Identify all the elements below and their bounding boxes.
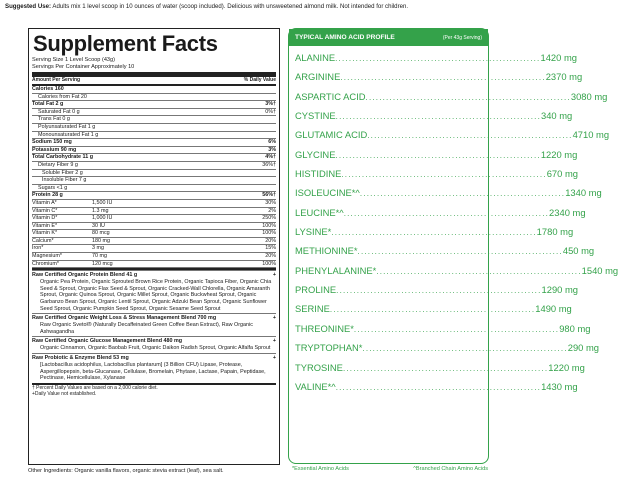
servings-per-container: Servings Per Container Approximately 10 (32, 64, 135, 70)
amino-acid-serving: (Per 43g Serving) (442, 34, 482, 41)
nutrient-row (32, 124, 276, 132)
nutrient-label: Trans Fat 0 g (38, 116, 70, 123)
vitamin-row (32, 208, 276, 216)
leader-dots: ............................................................ (331, 228, 537, 238)
blend-title: Raw Probiotic & Enzyme Blend 53 mg (32, 355, 129, 361)
vitamin-row (32, 215, 276, 223)
nutrient-label: Potassium 90 mg (32, 146, 77, 153)
nutrient-row (32, 170, 276, 178)
amino-acid-row (295, 87, 608, 106)
amino-acid-name: PROLINE (295, 284, 337, 296)
amino-acid-header (289, 29, 488, 46)
blend-ingredients: Organic Cinnamon, Organic Baobab Fruit, Organic Daikon Radish Sprout, Organic Alfalfa Sprout (40, 345, 271, 352)
amino-acid-value: 1430 mg (541, 380, 578, 392)
nutrient-label: Saturated Fat 0 g (38, 108, 80, 115)
nutrient-daily-value: 3%† (265, 101, 276, 108)
amino-acid-name: GLUTAMIC ACID (295, 129, 368, 141)
amino-acid-name: ALANINE (295, 52, 336, 63)
vitamin-name: Iron* (32, 245, 44, 252)
amino-acid-value: 1290 mg (541, 284, 579, 296)
vitamin-row (32, 223, 276, 231)
vitamin-name: Magnesium* (32, 253, 62, 260)
vitamin-daily-value: 15% (265, 245, 276, 252)
amino-acid-name: CYSTINE (295, 110, 336, 122)
nutrient-label: Soluble Fiber 2 g (42, 169, 83, 176)
nutrient-row (32, 94, 276, 102)
amino-acid-row (295, 319, 591, 338)
amino-acid-name: TYROSINE (295, 361, 343, 373)
amino-acid-row (295, 358, 585, 377)
blend-title-row (32, 337, 276, 345)
vitamin-name: Calcium* (32, 237, 54, 244)
leader-dots: ............................................................ (343, 208, 550, 218)
amino-acid-profile-panel (288, 28, 618, 464)
blend-title-row (32, 271, 276, 279)
nutrient-daily-value: 36%† (262, 161, 276, 168)
vitamin-row (32, 261, 276, 269)
vitamin-amount: 180 mg (92, 237, 110, 244)
nutrient-row (32, 185, 276, 193)
amino-acid-value: 1220 mg (540, 148, 578, 160)
amino-acid-value: 1220 mg (548, 361, 585, 373)
vitamin-rows (32, 200, 276, 268)
amino-acid-name: THREONINE* (295, 322, 354, 334)
leader-dots: ............................................................ (365, 92, 571, 102)
blend-title: Raw Certified Organic Glucose Management Blend 480 mg (32, 338, 183, 345)
leader-dots: ............................................................ (362, 344, 568, 354)
vitamin-name: Vitamin D* (32, 215, 58, 222)
nutrient-row (32, 139, 276, 147)
amino-acid-row (295, 67, 583, 86)
blend-section (32, 336, 276, 353)
leader-dots: ............................................................ (335, 150, 541, 160)
vitamin-amount: 30 IU (92, 222, 105, 229)
nutrient-row (32, 86, 276, 94)
leader-dots: ............................................................ (335, 54, 541, 63)
vitamin-row (32, 200, 276, 208)
nutrient-row (32, 101, 276, 109)
blend-mark: + (272, 355, 276, 361)
blend-mark: + (272, 272, 276, 279)
amino-acid-name: ARGININE (295, 71, 341, 83)
daily-value-label: % Daily Value (243, 77, 276, 83)
nutrient-label: Insoluble Fiber 7 g (42, 177, 87, 184)
amino-acid-name: PHENYLALANINE* (295, 264, 377, 276)
amino-acid-name: VALINE*^ (295, 380, 336, 392)
blend-section (32, 270, 276, 313)
blend-title: Raw Certified Organic Weight Loss & Stress Management Blend 700 mg (32, 315, 217, 322)
essential-amino-note: *Essential Amino Acids (292, 466, 349, 472)
leader-dots: ............................................................ (357, 247, 563, 257)
vitamin-daily-value: 100% (262, 260, 276, 267)
facts-header (32, 77, 276, 84)
amino-acid-row (295, 106, 573, 125)
nutrient-label: Monounsaturated Fat 1 g (38, 131, 99, 138)
amino-acid-name: ASPARTIC ACID (295, 90, 366, 102)
leader-dots: ............................................................ (340, 73, 546, 83)
nutrient-label: Total Fat 2 g (32, 101, 64, 108)
amino-acid-row (295, 164, 578, 183)
other-ingredients: Other Ingredients: Organic vanilla flavors, organic stevia extract (leaf), sea salt. (28, 468, 224, 474)
suggested-use-text: Adults mix 1 level scoop in 10 ounces of water (scoop included). Delicious with unsweetened almond milk. Not intended for children. (52, 3, 409, 10)
amino-acid-value: 1780 mg (536, 226, 574, 238)
nutrient-daily-value: 0%† (265, 108, 276, 115)
nutrient-row (32, 154, 276, 162)
leader-dots: ............................................................ (336, 286, 542, 296)
amino-acid-footnotes (292, 466, 488, 472)
vitamin-row (32, 253, 276, 261)
amino-acid-row (295, 299, 572, 318)
amino-acid-row (295, 48, 577, 67)
nutrient-label: Total Carbohydrate 11 g (32, 154, 94, 161)
amino-acid-row (295, 183, 602, 202)
supplement-facts-title: Supplement Facts (33, 31, 218, 56)
blend-rows (32, 270, 276, 383)
amino-acid-value: 980 mg (559, 322, 591, 334)
amino-acid-value: 290 mg (567, 342, 600, 354)
nutrient-label: Protein 28 g (32, 192, 63, 199)
nutrient-rows (32, 86, 276, 200)
amino-acid-row (295, 145, 578, 164)
blend-ingredients: Organic Pea Protein, Organic Sprouted Brown Rice Protein, Organic Tapioca Fiber, Organic Chia Seed & Sprout, Organic Flax Seed & Sprout, Organic Cracked-Wall Chlorella, Organic Amaranth Sprout, Organic Quinoa Sprout, Organic Millet Sprout, Organic Buckwheat Sprout, Organic Garbanzo Bean Sprout, Organic Lentil Sprout, Organic Adzuki Bean Sprout, Organic Sunflower Seed Sprout, Organic Pumpkin Seed Sprout, Organic Sesame Seed Sprout (40, 279, 272, 312)
nutrient-label: Calories 160 (32, 86, 64, 92)
suggested-use (5, 3, 495, 11)
nutrient-daily-value: 56%† (262, 192, 276, 199)
vitamin-amount: 3 mg (92, 245, 104, 252)
vitamin-amount: 1.3 mg (92, 207, 109, 214)
vitamin-daily-value: 20% (265, 237, 276, 244)
vitamin-name: Vitamin K* (32, 230, 58, 237)
vitamin-name: Vitamin C* (32, 207, 58, 214)
amino-acid-name: LEUCINE*^ (295, 206, 344, 218)
footnote-daily-value: † Percent Daily Values are based on a 2,000 calorie diet. (32, 384, 158, 391)
vitamin-amount: 120 mcg (92, 260, 113, 267)
amino-acid-row (295, 241, 595, 260)
nutrient-row (32, 132, 276, 140)
nutrient-row (32, 192, 276, 200)
vitamin-row (32, 245, 276, 253)
leader-dots: ............................................................ (367, 131, 573, 141)
vitamin-row (32, 238, 276, 246)
leader-dots: ............................................................ (341, 170, 547, 180)
amino-acid-value: 670 mg (546, 168, 578, 180)
blend-title: Raw Certified Organic Protein Blend 41 g (32, 272, 138, 279)
blend-title-row (32, 354, 276, 362)
vitamin-amount: 80 mcg (92, 230, 110, 237)
amino-acid-value: 1420 mg (540, 52, 577, 63)
vitamin-daily-value: 30% (265, 199, 276, 206)
amino-acid-row (295, 125, 610, 144)
amino-acid-name: TRYPTOPHAN* (295, 342, 363, 354)
amino-acid-value: 450 mg (562, 245, 595, 257)
amino-acid-row (295, 222, 574, 241)
amino-acid-name: ISOLEUCINE*^ (295, 187, 360, 199)
vitamin-daily-value: 250% (262, 215, 276, 222)
branched-chain-note: ^Branched Chain Amino Acids (413, 466, 488, 472)
nutrient-daily-value: 3% (268, 146, 276, 153)
amino-acid-value: 1490 mg (535, 303, 572, 315)
nutrient-daily-value: 6% (268, 139, 276, 146)
leader-dots: ............................................................ (353, 324, 560, 334)
amino-acid-list (289, 46, 618, 396)
leader-dots: ............................................................ (376, 266, 582, 276)
amino-acid-row (295, 261, 618, 280)
amount-per-serving-label: Amount Per Serving (32, 77, 81, 83)
amino-acid-value: 2340 mg (549, 206, 586, 218)
leader-dots: ............................................................ (359, 189, 566, 199)
nutrient-daily-value: 4%† (265, 154, 276, 161)
vitamin-daily-value: 100% (262, 230, 276, 237)
vitamin-amount: 70 mg (92, 253, 107, 260)
nutrient-row (32, 162, 276, 170)
amino-acid-name: LYSINE* (295, 226, 332, 238)
suggested-use-label: Suggested Use: (5, 3, 52, 10)
vitamin-row (32, 230, 276, 238)
amino-acid-name: GLYCINE (295, 148, 336, 160)
nutrient-label: Polyunsaturated Fat 1 g (38, 123, 96, 130)
vitamin-daily-value: 100% (262, 222, 276, 229)
vitamin-daily-value: 20% (265, 253, 276, 260)
amino-acid-row (295, 377, 578, 396)
nutrient-row (32, 109, 276, 117)
vitamin-name: Chromium* (32, 260, 59, 267)
blend-section (32, 353, 276, 383)
amino-acid-name: HISTIDINE (295, 168, 342, 180)
blend-mark: + (272, 338, 276, 345)
footnote-not-established: +Daily Value not established. (32, 391, 97, 398)
amino-acid-value: 2370 mg (545, 71, 583, 83)
blend-section (32, 313, 276, 336)
nutrient-row (32, 116, 276, 124)
amino-acid-value: 3080 mg (570, 90, 608, 102)
nutrient-label: Calories from Fat 20 (38, 93, 87, 100)
nutrient-label: Sodium 150 mg (32, 139, 72, 146)
leader-dots: ............................................................ (335, 382, 542, 392)
amino-acid-name: SERINE (295, 303, 330, 315)
amino-acid-row (295, 338, 600, 357)
nutrient-label: Sugars <1 g (38, 184, 68, 191)
amino-acid-value: 1340 mg (565, 187, 602, 199)
amino-acid-value: 4710 mg (572, 129, 610, 141)
amino-acid-row (295, 203, 586, 222)
vitamin-name: Vitamin E* (32, 222, 58, 229)
leader-dots: ............................................................ (329, 305, 536, 315)
nutrient-row (32, 177, 276, 185)
supplement-facts-panel (28, 28, 280, 465)
serving-size: Serving Size 1 Level Scoop (43g) (32, 57, 116, 63)
amino-acid-value: 1540 mg (581, 264, 618, 276)
blend-ingredients: [Lactobacillus acidophilus, Lactobacillus plantarum] (3 Billion CFU) Lipase, Protease, Aspergillopepsin, beta-Glucanase, Cellulase, Bromelain, Phytase, Lactase, Papain, Peptidase, Pectinase, Hemicellulase, Xylanase (40, 362, 266, 382)
blend-mark: + (272, 315, 276, 322)
amino-acid-row (295, 280, 579, 299)
nutrient-label: Dietary Fiber 9 g (38, 161, 78, 168)
vitamin-amount: 1,500 IU (92, 199, 113, 206)
amino-acid-title: TYPICAL AMINO ACID PROFILE (295, 34, 395, 41)
leader-dots: ............................................................ (342, 363, 549, 373)
vitamin-amount: 1,000 IU (92, 215, 113, 222)
amino-acid-name: METHIONINE* (295, 245, 358, 257)
nutrient-row (32, 147, 276, 155)
vitamin-daily-value: 2% (268, 207, 276, 214)
blend-ingredients: Raw Organic Svetol® (Naturally Decaffeinated Green Coffee Bean Extract), Raw Organic Ashwagandha (40, 322, 253, 335)
leader-dots: ............................................................ (335, 112, 541, 122)
amino-acid-value: 340 mg (541, 110, 573, 122)
vitamin-name: Vitamin A* (32, 199, 57, 206)
